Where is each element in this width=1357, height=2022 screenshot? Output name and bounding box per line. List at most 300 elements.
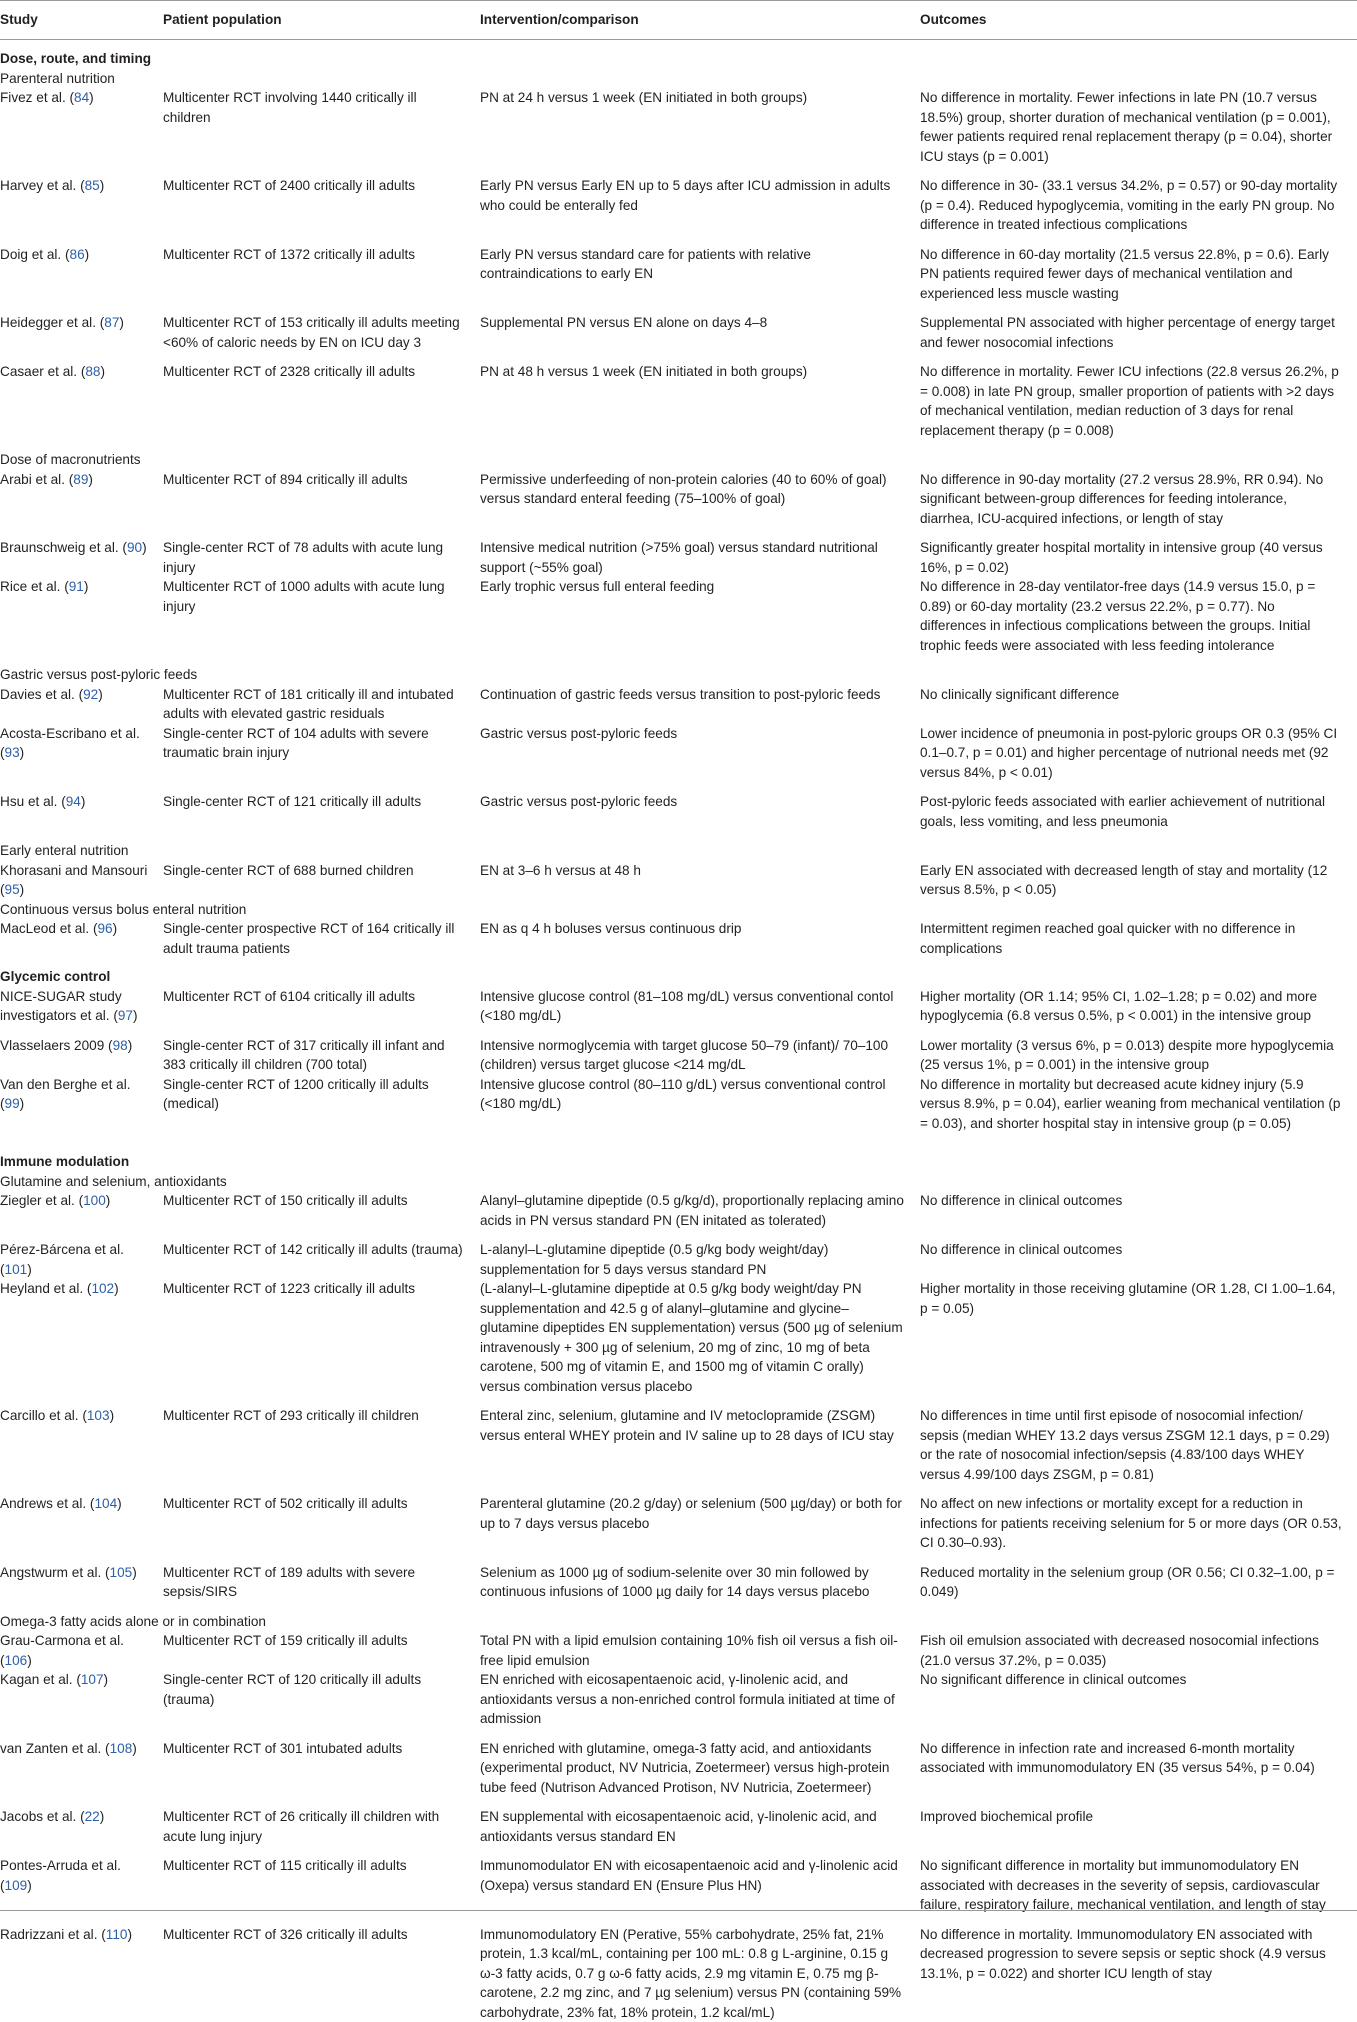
reference-link[interactable]: 109 <box>5 1878 28 1893</box>
subsection-heading-row <box>0 450 1357 470</box>
study-name: Andrews et al. ( <box>0 1496 94 1511</box>
outcomes-text: No difference in mortality. Immunomodulatory EN associated with decreased progression to severe sepsis or septic shock (4.9 versus 13.1%, p = 0.022) and shorter ICU length of stay <box>920 1925 1357 1984</box>
patient-population-text: Multicenter RCT of 2400 critically ill adults <box>163 176 480 196</box>
study-name-tail: ) <box>100 178 105 193</box>
subsection-heading-row <box>0 841 1357 861</box>
intervention-cell <box>480 1075 920 1144</box>
outcomes-text: No clinically significant difference <box>920 685 1357 705</box>
study-cell <box>0 313 163 362</box>
study-name: Pontes-Arruda et al. ( <box>0 1858 121 1893</box>
patient-population-text: Multicenter RCT of 326 critically ill adults <box>163 1925 480 1945</box>
study-name: Rice et al. ( <box>0 579 69 594</box>
study-name: Kagan et al. ( <box>0 1672 81 1687</box>
intervention-text: EN enriched with eicosapentaenoic acid, γ-linolenic acid, and antioxidants versus a non-enriched control formula initiated at time of admission <box>480 1670 920 1729</box>
study-cell <box>0 1807 163 1856</box>
study-name: Doig et al. ( <box>0 247 70 262</box>
outcomes-cell <box>920 470 1357 539</box>
patient-population-cell <box>163 724 480 793</box>
intervention-cell <box>480 245 920 314</box>
reference-link[interactable]: 97 <box>118 1008 133 1023</box>
reference-link[interactable]: 110 <box>106 1927 128 1942</box>
study-name-tail: ) <box>27 1878 32 1893</box>
patient-population-text: Single-center RCT of 104 adults with severe traumatic brain injury <box>163 724 480 763</box>
study-cell <box>0 1279 163 1406</box>
patient-population-cell <box>163 1925 480 2022</box>
subsection-heading-row <box>0 69 1357 89</box>
intervention-cell <box>480 470 920 539</box>
table-row <box>0 1240 1357 1279</box>
intervention-cell <box>480 1856 920 1925</box>
table-row <box>0 724 1357 793</box>
reference-link[interactable]: 91 <box>69 579 84 594</box>
patient-population-text: Single-center RCT of 317 critically ill infant and 383 critically ill children (700 total) <box>163 1036 480 1075</box>
intervention-text: Selenium as 1000 µg of sodium-selenite over 30 min followed by continuous infusions of 1000 µg daily for 14 days versus placebo <box>480 1563 920 1602</box>
reference-link[interactable]: 96 <box>97 921 112 936</box>
study-name-tail: ) <box>27 1653 32 1668</box>
outcomes-text: No difference in mortality but decreased acute kidney injury (5.9 versus 8.9%, p = 0.04), earlier weaning from mechanical ventilation (p = 0.03), and shorter hospital stay in intensive group (p = 0.05) <box>920 1075 1357 1134</box>
intervention-cell <box>480 1563 920 1612</box>
header-outcomes: Outcomes <box>920 1 1357 40</box>
study-name-tail: ) <box>20 745 25 760</box>
patient-population-text: Single-center RCT of 120 critically ill adults (trauma) <box>163 1670 480 1709</box>
table-row <box>0 1406 1357 1494</box>
study-name-tail: ) <box>110 1408 115 1423</box>
patient-population-text: Multicenter RCT of 189 adults with severe sepsis/SIRS <box>163 1563 480 1602</box>
reference-link[interactable]: 108 <box>110 1741 133 1756</box>
outcomes-text: Reduced mortality in the selenium group (OR 0.56; CI 0.32–1.00, p = 0.049) <box>920 1563 1357 1602</box>
outcomes-text: Higher mortality (OR 1.14; 95% CI, 1.02–1.28; p = 0.02) and more hypoglycemia (6.8 versus 0.5%, p < 0.001) in the intensive group <box>920 987 1357 1026</box>
table-row <box>0 88 1357 176</box>
intervention-text: Supplemental PN versus EN alone on days 4–8 <box>480 313 920 333</box>
intervention-cell <box>480 1631 920 1670</box>
outcomes-cell <box>920 1925 1357 2022</box>
subsection-heading: Continuous versus bolus enteral nutrition <box>0 900 1357 920</box>
reference-link[interactable]: 102 <box>91 1281 114 1296</box>
study-name-tail: ) <box>84 579 89 594</box>
reference-link[interactable]: 86 <box>70 247 85 262</box>
outcomes-text: Higher mortality in those receiving glutamine (OR 1.28, CI 1.00–1.64, p = 0.05) <box>920 1279 1357 1318</box>
study-name: NICE-SUGAR study investigators et al. ( <box>0 989 122 1024</box>
intervention-text: Intensive glucose control (81–108 mg/dL) versus conventional contol (<180 mg/dL) <box>480 987 920 1026</box>
reference-link[interactable]: 100 <box>83 1193 106 1208</box>
intervention-text: (L-alanyl–L-glutamine dipeptide at 0.5 g/kg body weight/day PN supplementation and 42.5 g of alanyl–glutamine and glycine–glutamine dipeptides EN supplementation) versus (500 µg of selenium intravenously + 300 µg of selenium, 20 mg of zinc, 10 mg of beta carotene, 500 mg of vitamin E, and 1500 mg of vitamin C orally) versus combination versus placebo <box>480 1279 920 1396</box>
patient-population-text: Single-center prospective RCT of 164 critically ill adult trauma patients <box>163 919 480 958</box>
outcomes-text: Improved biochemical profile <box>920 1807 1357 1827</box>
patient-population-text: Single-center RCT of 688 burned children <box>163 861 480 881</box>
study-name: Davies et al. ( <box>0 687 83 702</box>
table-row <box>0 577 1357 665</box>
table-row <box>0 1075 1357 1144</box>
table-bottom-rule <box>0 1910 1357 1911</box>
section-heading-row <box>0 40 1357 69</box>
study-cell <box>0 1240 163 1279</box>
subsection-heading: Parenteral nutrition <box>0 69 1357 89</box>
outcomes-text: Fish oil emulsion associated with decreased nosocomial infections (21.0 versus 37.2%, p = 0.035) <box>920 1631 1357 1670</box>
patient-population-cell <box>163 685 480 724</box>
intervention-text: Total PN with a lipid emulsion containing 10% fish oil versus a fish oil-free lipid emulsion <box>480 1631 920 1670</box>
intervention-cell <box>480 1494 920 1563</box>
patient-population-cell <box>163 1631 480 1670</box>
table-row <box>0 1279 1357 1406</box>
study-name: Fivez et al. ( <box>0 90 74 105</box>
reference-link[interactable]: 22 <box>85 1809 100 1824</box>
outcomes-cell <box>920 1279 1357 1406</box>
reference-link[interactable]: 98 <box>113 1038 128 1053</box>
study-name: van Zanten et al. ( <box>0 1741 110 1756</box>
study-cell <box>0 1563 163 1612</box>
outcomes-text: Significantly greater hospital mortality in intensive group (40 versus 16%, p = 0.02) <box>920 538 1357 577</box>
patient-population-cell <box>163 1075 480 1144</box>
intervention-cell <box>480 1279 920 1406</box>
outcomes-cell <box>920 1739 1357 1808</box>
patient-population-cell <box>163 470 480 539</box>
study-cell <box>0 88 163 176</box>
study-name: Pérez-Bárcena et al. ( <box>0 1242 124 1277</box>
intervention-cell <box>480 861 920 900</box>
outcomes-text: No significant difference in mortality but immunomodulatory EN associated with decreases in the severity of sepsis, cardiovascular failure, respiratory failure, mechanical ventilation, and length of stay <box>920 1856 1357 1915</box>
reference-link[interactable]: 105 <box>110 1565 133 1580</box>
patient-population-text: Multicenter RCT of 115 critically ill adults <box>163 1856 480 1876</box>
study-name-tail: ) <box>133 1008 138 1023</box>
intervention-text: Early PN versus Early EN up to 5 days after ICU admission in adults who could be enterally fed <box>480 176 920 215</box>
outcomes-cell <box>920 1563 1357 1612</box>
table-row <box>0 362 1357 450</box>
patient-population-text: Single-center RCT of 78 adults with acute lung injury <box>163 538 480 577</box>
study-name: Casaer et al. ( <box>0 364 85 379</box>
study-name-tail: ) <box>132 1741 137 1756</box>
reference-link[interactable]: 95 <box>5 882 20 897</box>
subsection-heading: Glutamine and selenium, antioxidants <box>0 1172 1357 1192</box>
table-row <box>0 313 1357 362</box>
patient-population-cell <box>163 1279 480 1406</box>
intervention-text: Permissive underfeeding of non-protein calories (40 to 60% of goal) versus standard enteral feeding (75–100% of goal) <box>480 470 920 509</box>
study-name-tail: ) <box>20 882 25 897</box>
outcomes-cell <box>920 1075 1357 1144</box>
reference-link[interactable]: 103 <box>87 1408 110 1423</box>
intervention-text: Continuation of gastric feeds versus transition to post-pyloric feeds <box>480 685 920 705</box>
subsection-heading: Gastric versus post-pyloric feeds <box>0 665 1357 685</box>
study-cell <box>0 538 163 577</box>
study-name-tail: ) <box>89 90 94 105</box>
patient-population-text: Multicenter RCT of 26 critically ill children with acute lung injury <box>163 1807 480 1846</box>
patient-population-cell <box>163 1670 480 1739</box>
patient-population-cell <box>163 1240 480 1279</box>
outcomes-text: No difference in 90-day mortality (27.2 versus 28.9%, RR 0.94). No significant between-group differences for feeding intolerance, diarrhea, ICU-acquired infections, or length of stay <box>920 470 1357 529</box>
subsection-heading: Omega-3 fatty acids alone or in combination <box>0 1612 1357 1632</box>
patient-population-text: Multicenter RCT of 6104 critically ill adults <box>163 987 480 1007</box>
patient-population-cell <box>163 1191 480 1240</box>
patient-population-cell <box>163 1739 480 1808</box>
intervention-cell <box>480 176 920 245</box>
patient-population-text: Multicenter RCT of 159 critically ill adults <box>163 1631 480 1651</box>
outcomes-text: Post-pyloric feeds associated with earlier achievement of nutritional goals, less vomiting, and less pneumonia <box>920 792 1357 831</box>
table-row <box>0 1631 1357 1670</box>
outcomes-text: Early EN associated with decreased length of stay and mortality (12 versus 8.5%, p < 0.05) <box>920 861 1357 900</box>
outcomes-cell <box>920 1406 1357 1494</box>
reference-link[interactable]: 88 <box>85 364 100 379</box>
intervention-text: EN as q 4 h boluses versus continuous drip <box>480 919 920 939</box>
study-cell <box>0 1075 163 1144</box>
table-row <box>0 1563 1357 1612</box>
patient-population-cell <box>163 88 480 176</box>
outcomes-text: No difference in 60-day mortality (21.5 versus 22.8%, p = 0.6). Early PN patients required fewer days of mechanical ventilation and experienced less muscle wasting <box>920 245 1357 304</box>
outcomes-text: No difference in infection rate and increased 6-month mortality associated with immunomodulatory EN (35 versus 54%, p = 0.04) <box>920 1739 1357 1778</box>
study-cell <box>0 1739 163 1808</box>
study-name-tail: ) <box>101 364 106 379</box>
outcomes-text: Supplemental PN associated with higher percentage of energy target and fewer nosocomial infections <box>920 313 1357 352</box>
study-name-tail: ) <box>20 1096 25 1111</box>
outcomes-text: No affect on new infections or mortality except for a reduction in infections for patients receiving selenium for 5 or more days (OR 0.53, CI 0.30–0.93). <box>920 1494 1357 1553</box>
intervention-cell <box>480 313 920 362</box>
intervention-cell <box>480 1036 920 1075</box>
subsection-heading: Early enteral nutrition <box>0 841 1357 861</box>
patient-population-cell <box>163 538 480 577</box>
reference-link[interactable]: 93 <box>5 745 20 760</box>
study-name-tail: ) <box>85 247 90 262</box>
patient-population-text: Multicenter RCT of 1372 critically ill adults <box>163 245 480 265</box>
section-heading-row <box>0 958 1357 987</box>
patient-population-cell <box>163 1406 480 1494</box>
intervention-text: Intensive glucose control (80–110 g/dL) versus conventional control (<180 mg/dL) <box>480 1075 920 1114</box>
outcomes-cell <box>920 1670 1357 1739</box>
study-cell <box>0 245 163 314</box>
outcomes-text: No difference in mortality. Fewer ICU infections (22.8 versus 26.2%, p = 0.008) in late PN group, smaller proportion of patients with >2 days of mechanical ventilation, median reduction of 3 days for renal replacement therapy (p = 0.008) <box>920 362 1357 440</box>
study-cell <box>0 577 163 665</box>
patient-population-text: Multicenter RCT of 301 intubated adults <box>163 1739 480 1759</box>
outcomes-cell <box>920 176 1357 245</box>
study-cell <box>0 792 163 841</box>
intervention-cell <box>480 88 920 176</box>
intervention-cell <box>480 1670 920 1739</box>
table-row <box>0 245 1357 314</box>
patient-population-cell <box>163 1494 480 1563</box>
study-cell <box>0 1406 163 1494</box>
study-name-tail: ) <box>104 1672 109 1687</box>
header-study: Study <box>0 1 163 40</box>
reference-link[interactable]: 106 <box>5 1653 28 1668</box>
outcomes-cell <box>920 538 1357 577</box>
study-name: Khorasani and Mansouri ( <box>0 863 147 898</box>
study-name-tail: ) <box>132 1565 137 1580</box>
reference-link[interactable]: 99 <box>5 1096 20 1111</box>
study-name-tail: ) <box>114 1281 119 1296</box>
subsection-heading: Dose of macronutrients <box>0 450 1357 470</box>
intervention-cell <box>480 724 920 793</box>
patient-population-cell <box>163 1563 480 1612</box>
study-cell <box>0 987 163 1036</box>
study-name-tail: ) <box>119 315 124 330</box>
study-name-tail: ) <box>100 1809 105 1824</box>
patient-population-cell <box>163 919 480 958</box>
outcomes-cell <box>920 1807 1357 1856</box>
patient-population-text: Multicenter RCT of 502 critically ill adults <box>163 1494 480 1514</box>
patient-population-cell <box>163 313 480 362</box>
outcomes-cell <box>920 919 1357 958</box>
study-name: Heyland et al. ( <box>0 1281 91 1296</box>
outcomes-text: No significant difference in clinical outcomes <box>920 1670 1357 1690</box>
reference-link[interactable]: 104 <box>94 1496 117 1511</box>
intervention-text: Immunomodulator EN with eicosapentaenoic acid and γ-linolenic acid (Oxepa) versus standard EN (Ensure Plus HN) <box>480 1856 920 1895</box>
reference-link[interactable]: 84 <box>74 90 89 105</box>
intervention-cell <box>480 1406 920 1494</box>
intervention-text: Parenteral glutamine (20.2 g/day) or selenium (500 µg/day) or both for up to 7 days versus placebo <box>480 1494 920 1533</box>
patient-population-text: Multicenter RCT of 293 critically ill children <box>163 1406 480 1426</box>
intervention-text: PN at 48 h versus 1 week (EN initiated in both groups) <box>480 362 920 382</box>
patient-population-cell <box>163 1856 480 1925</box>
study-cell <box>0 1856 163 1925</box>
table-row <box>0 1739 1357 1808</box>
patient-population-text: Multicenter RCT of 153 critically ill adults meeting <60% of caloric needs by EN on ICU day 3 <box>163 313 480 352</box>
reference-link[interactable]: 89 <box>73 472 88 487</box>
intervention-text: Early trophic versus full enteral feeding <box>480 577 920 597</box>
study-cell <box>0 1036 163 1075</box>
table-row <box>0 1191 1357 1240</box>
study-cell <box>0 724 163 793</box>
outcomes-cell <box>920 1494 1357 1563</box>
patient-population-text: Multicenter RCT of 1223 critically ill adults <box>163 1279 480 1299</box>
reference-link[interactable]: 101 <box>5 1262 28 1277</box>
intervention-cell <box>480 987 920 1036</box>
study-name-tail: ) <box>113 921 118 936</box>
outcomes-cell <box>920 792 1357 841</box>
intervention-cell <box>480 1191 920 1240</box>
intervention-text: Enteral zinc, selenium, glutamine and IV metoclopramide (ZSGM) versus enteral WHEY protein and IV saline up to 28 days of ICU stay <box>480 1406 920 1445</box>
outcomes-cell <box>920 1191 1357 1240</box>
section-heading-row <box>0 1143 1357 1172</box>
section-heading: Dose, route, and timing <box>0 40 1357 69</box>
study-name: Van den Berghe et al. ( <box>0 1077 131 1112</box>
table-row <box>0 470 1357 539</box>
subsection-heading-row <box>0 1172 1357 1192</box>
reference-link[interactable]: 107 <box>81 1672 104 1687</box>
table-row <box>0 1807 1357 1856</box>
patient-population-text: Multicenter RCT of 142 critically ill adults (trauma) <box>163 1240 480 1260</box>
patient-population-text: Multicenter RCT of 894 critically ill adults <box>163 470 480 490</box>
intervention-text: EN enriched with glutamine, omega-3 fatty acid, and antioxidants (experimental product, NV Nutricia, Zoetermeer) versus high-protein tube feed (Nutrison Advanced Protison, NV Nutricia, Zoetermeer) <box>480 1739 920 1798</box>
outcomes-cell <box>920 861 1357 900</box>
outcomes-cell <box>920 1240 1357 1279</box>
outcomes-text: Lower mortality (3 versus 6%, p = 0.013) despite more hypoglycemia (25 versus 1%, p = 0.001) in the intensive group <box>920 1036 1357 1075</box>
study-cell <box>0 1925 163 2022</box>
outcomes-text: No difference in 28-day ventilator-free days (14.9 versus 15.0, p = 0.89) or 60-day mortality (23.2 versus 22.2%, p = 0.77). No differences in infectious complications between the groups. Initial trophic feeds were associated with less feeding intolerance <box>920 577 1357 655</box>
table-row <box>0 861 1357 900</box>
table-row <box>0 987 1357 1036</box>
patient-population-text: Multicenter RCT of 1000 adults with acute lung injury <box>163 577 480 616</box>
study-cell <box>0 919 163 958</box>
study-name: Jacobs et al. ( <box>0 1809 85 1824</box>
reference-link[interactable]: 87 <box>104 315 119 330</box>
intervention-text: Alanyl–glutamine dipeptide (0.5 g/kg/d), proportionally replacing amino acids in PN versus standard PN (EN initated as tolerated) <box>480 1191 920 1230</box>
patient-population-cell <box>163 861 480 900</box>
table-header <box>0 1 1357 40</box>
patient-population-cell <box>163 176 480 245</box>
study-cell <box>0 1191 163 1240</box>
study-cell <box>0 1631 163 1670</box>
intervention-text: PN at 24 h versus 1 week (EN initiated in both groups) <box>480 88 920 108</box>
outcomes-cell <box>920 987 1357 1036</box>
outcomes-text: No difference in mortality. Fewer infections in late PN (10.7 versus 18.5%) group, shorter duration of mechanical ventilation (p = 0.001), fewer patients required renal replacement therapy (p = 0.04), shorter ICU stays (p = 0.001) <box>920 88 1357 166</box>
intervention-cell <box>480 1925 920 2022</box>
outcomes-text: No differences in time until first episode of nosocomial infection/ sepsis (median WHEY 13.2 days versus ZSGM 12.1 days, p = 0.29) or the rate of nosocomial infection/sepsis (4.83/100 days WHEY versus 4.99/100 days ZSGM, p = 0.81) <box>920 1406 1357 1484</box>
subsection-heading-row <box>0 665 1357 685</box>
outcomes-text: Lower incidence of pneumonia in post-pyloric groups OR 0.3 (95% CI 0.1–0.7, p = 0.01) and higher percentage of nutrional needs met (92 versus 84%, p < 0.01) <box>920 724 1357 783</box>
table-body <box>0 40 1357 2022</box>
intervention-cell <box>480 1739 920 1808</box>
study-name: Vlasselaers 2009 ( <box>0 1038 113 1053</box>
subsection-heading-row <box>0 900 1357 920</box>
outcomes-cell <box>920 1036 1357 1075</box>
study-name: Ziegler et al. ( <box>0 1193 83 1208</box>
study-name: Heidegger et al. ( <box>0 315 104 330</box>
study-name: Acosta-Escribano et al. ( <box>0 726 140 761</box>
reference-link[interactable]: 94 <box>66 794 81 809</box>
header-intervention: Intervention/comparison <box>480 1 920 40</box>
outcomes-text: No difference in 30- (33.1 versus 34.2%, p = 0.57) or 90-day mortality (p = 0.4). Reduced hypoglycemia, vomiting in the early PN group. No difference in treated infectious complications <box>920 176 1357 235</box>
study-cell <box>0 176 163 245</box>
study-cell <box>0 861 163 900</box>
table-row <box>0 1494 1357 1563</box>
reference-link[interactable]: 92 <box>83 687 98 702</box>
study-name: Harvey et al. ( <box>0 178 85 193</box>
intervention-text: Intensive normoglycemia with target glucose 50–79 (infant)/ 70–100 (children) versus target glucose <214 mg/dL <box>480 1036 920 1075</box>
patient-population-text: Single-center RCT of 121 critically ill adults <box>163 792 480 812</box>
patient-population-cell <box>163 987 480 1036</box>
study-name-tail: ) <box>127 1927 132 1942</box>
study-name-tail: ) <box>128 1038 133 1053</box>
table-row <box>0 176 1357 245</box>
study-cell <box>0 1670 163 1739</box>
study-name-tail: ) <box>142 540 147 555</box>
intervention-text: EN supplemental with eicosapentaenoic acid, γ-linolenic acid, and antioxidants versus standard EN <box>480 1807 920 1846</box>
intervention-text: EN at 3–6 h versus at 48 h <box>480 861 920 881</box>
outcomes-text: No difference in clinical outcomes <box>920 1240 1357 1260</box>
study-name-tail: ) <box>81 794 86 809</box>
intervention-cell <box>480 685 920 724</box>
patient-population-text: Multicenter RCT of 150 critically ill adults <box>163 1191 480 1211</box>
intervention-text: Immunomodulatory EN (Perative, 55% carbohydrate, 25% fat, 21% protein, 1.3 kcal/mL, containing per 100 mL: 0.8 g L-arginine, 0.15 g ω-3 fatty acids, 0.7 g ω-6 fatty acids, 2.9 mg vitamin E, 0.75 mg β-carotene, 2.2 mg zinc, and 7 µg selenium) versus PN (containing 59% carbohydrate, 23% fat, 18% protein, 1.2 kcal/mL) <box>480 1925 920 2022</box>
study-name: Braunschweig et al. ( <box>0 540 127 555</box>
study-name: Arabi et al. ( <box>0 472 73 487</box>
intervention-cell <box>480 1240 920 1279</box>
table-row <box>0 685 1357 724</box>
section-heading: Immune modulation <box>0 1143 1357 1172</box>
study-name: Angstwurm et al. ( <box>0 1565 110 1580</box>
patient-population-text: Multicenter RCT of 2328 critically ill adults <box>163 362 480 382</box>
intervention-cell <box>480 577 920 665</box>
patient-population-cell <box>163 245 480 314</box>
study-name-tail: ) <box>27 1262 32 1277</box>
study-name: Carcillo et al. ( <box>0 1408 87 1423</box>
reference-link[interactable]: 85 <box>85 178 100 193</box>
study-cell <box>0 685 163 724</box>
table-row <box>0 919 1357 958</box>
study-name-tail: ) <box>98 687 103 702</box>
section-heading: Glycemic control <box>0 958 1357 987</box>
table-row <box>0 792 1357 841</box>
patient-population-cell <box>163 1807 480 1856</box>
intervention-text: Gastric versus post-pyloric feeds <box>480 724 920 744</box>
study-cell <box>0 1494 163 1563</box>
outcomes-cell <box>920 313 1357 362</box>
patient-population-cell <box>163 1036 480 1075</box>
patient-population-text: Multicenter RCT of 181 critically ill and intubated adults with elevated gastric residuals <box>163 685 480 724</box>
study-name: MacLeod et al. ( <box>0 921 97 936</box>
study-name-tail: ) <box>117 1496 122 1511</box>
table-row <box>0 538 1357 577</box>
reference-link[interactable]: 90 <box>127 540 142 555</box>
patient-population-cell <box>163 362 480 450</box>
outcomes-cell <box>920 685 1357 724</box>
